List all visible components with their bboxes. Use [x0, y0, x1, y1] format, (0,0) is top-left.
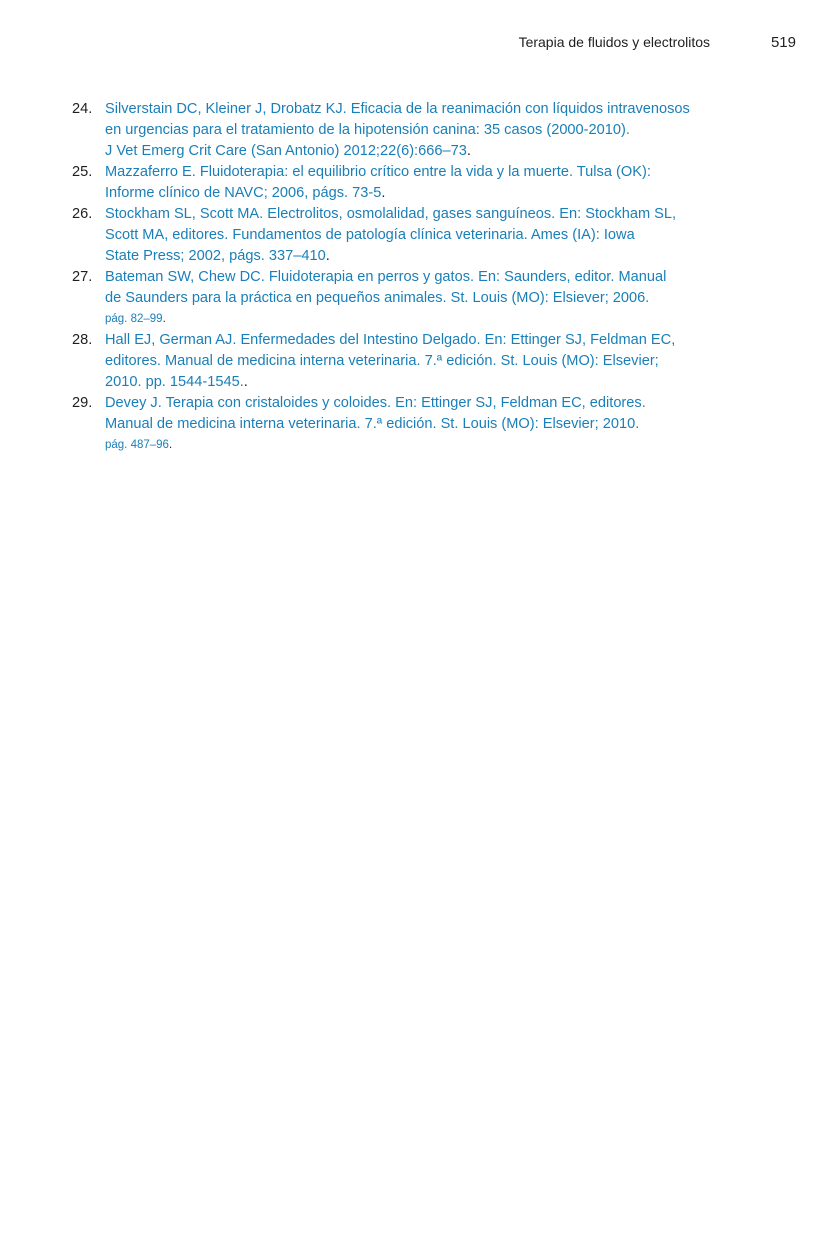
reference-end: . — [243, 374, 248, 390]
reference-number: 28. — [72, 332, 93, 348]
reference-link[interactable]: Manual de medicina interna veterinaria. 7.ª edición. St. Louis (MO): Elsevier; 2010. — [105, 416, 640, 432]
reference-end: . — [168, 439, 173, 451]
reference-link[interactable]: pág. 487–96 — [105, 439, 169, 451]
reference-list — [72, 99, 752, 456]
reference-number: 27. — [72, 269, 93, 285]
reference-item — [72, 330, 752, 393]
reference-item — [72, 267, 752, 330]
reference-link[interactable]: en urgencias para el tratamiento de la hipotensión canina: 35 casos (2000-2010). — [105, 122, 630, 138]
reference-item — [72, 393, 752, 456]
reference-end: . — [162, 313, 166, 325]
reference-number: 29. — [72, 395, 93, 411]
reference-link[interactable]: State Press; 2002, págs. 337–410 — [105, 248, 326, 264]
reference-item — [72, 99, 752, 162]
reference-number: 25. — [72, 164, 93, 180]
reference-link[interactable]: de Saunders para la práctica en pequeños animales. St. Louis (MO): Elsiever; 2006. — [105, 290, 650, 306]
reference-link[interactable]: Bateman SW, Chew DC. Fluidoterapia en perros y gatos. En: Saunders, editor. Manual — [105, 269, 667, 285]
reference-end: . — [466, 143, 471, 159]
reference-end: . — [325, 248, 330, 264]
reference-link[interactable]: Stockham SL, Scott MA. Electrolitos, osmolalidad, gases sanguíneos. En: Stockham SL, — [105, 206, 677, 222]
reference-link[interactable]: Scott MA, editores. Fundamentos de patología clínica veterinaria. Ames (IA): Iowa — [105, 227, 635, 243]
reference-end: . — [381, 185, 386, 201]
reference-link[interactable]: Informe clínico de NAVC; 2006, págs. 73-5 — [105, 185, 382, 201]
page-number: 519 — [770, 34, 796, 51]
reference-link[interactable]: Devey J. Terapia con cristaloides y coloides. En: Ettinger SJ, Feldman EC, editores. — [105, 395, 646, 411]
reference-link[interactable]: Silverstain DC, Kleiner J, Drobatz KJ. Eficacia de la reanimación con líquidos intravenosos — [105, 101, 690, 117]
reference-link[interactable]: Mazzaferro E. Fluidoterapia: el equilibrio crítico entre la vida y la muerte. Tulsa (OK): — [105, 164, 651, 180]
running-title: Terapia de fluidos y electrolitos — [518, 34, 710, 50]
reference-link[interactable]: editores. Manual de medicina interna veterinaria. 7.ª edición. St. Louis (MO): Elsevier; — [105, 353, 659, 369]
reference-link[interactable]: J Vet Emerg Crit Care (San Antonio) 2012;22(6):666–73 — [105, 143, 467, 159]
page-header — [0, 34, 828, 56]
reference-item — [72, 204, 752, 267]
reference-item — [72, 162, 752, 204]
reference-link[interactable]: Hall EJ, German AJ. Enfermedades del Intestino Delgado. En: Ettinger SJ, Feldman EC, — [105, 332, 676, 348]
reference-link[interactable]: pág. 82–99 — [105, 313, 163, 325]
reference-link[interactable]: 2010. pp. 1544-1545. — [105, 374, 244, 390]
reference-number: 24. — [72, 101, 93, 117]
reference-number: 26. — [72, 206, 93, 222]
